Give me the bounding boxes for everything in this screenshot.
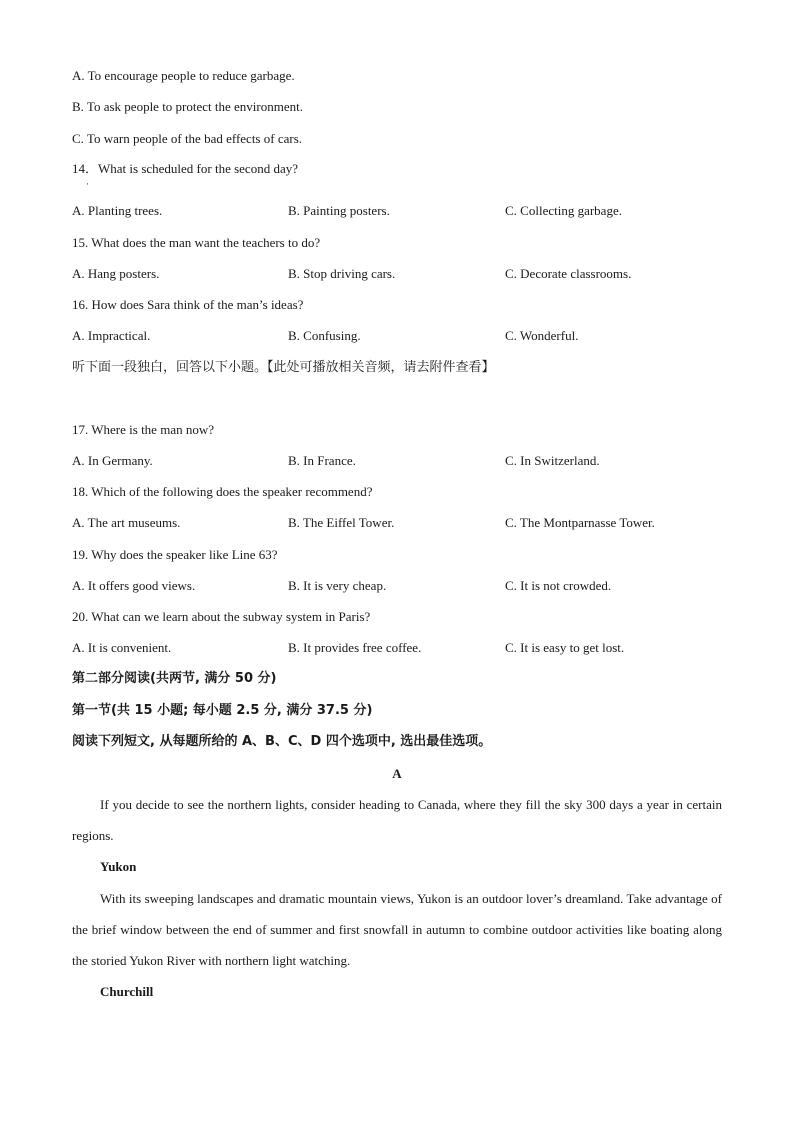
stray-dot-mark: · xyxy=(86,179,89,189)
q17-option-c: C. In Switzerland. xyxy=(505,453,600,468)
q15-question: 15. What does the man want the teachers to do? xyxy=(72,235,321,250)
churchill-heading: Churchill xyxy=(100,984,154,999)
q19-option-b: B. It is very cheap. xyxy=(288,578,387,593)
q13-option-c: C. To warn people of the bad effects of cars. xyxy=(72,131,303,146)
q19-option-c: C. It is not crowded. xyxy=(505,578,612,593)
yukon-heading: Yukon xyxy=(100,859,137,874)
q19-question: 19. Why does the speaker like Line 63? xyxy=(72,547,278,562)
q16-option-c: C. Wonderful. xyxy=(505,328,579,343)
q15-option-c: C. Decorate classrooms. xyxy=(505,266,632,281)
q17-option-a: A. In Germany. xyxy=(72,453,153,468)
q20-question: 20. What can we learn about the subway system in Paris? xyxy=(72,609,371,624)
q14-option-b: B. Painting posters. xyxy=(288,203,390,218)
q13-option-b: B. To ask people to protect the environment. xyxy=(72,99,303,114)
section1-heading: 第一节(共 15 小题; 每小题 2.5 分, 满分 37.5 分) xyxy=(72,703,373,718)
passage-intro: If you decide to see the northern lights, consider heading to Canada, where they fill the sky 300 days a year in certain regions. xyxy=(72,797,722,843)
q16-option-b: B. Confusing. xyxy=(288,328,361,343)
q18-question: 18. Which of the following does the speaker recommend? xyxy=(72,484,373,499)
q18-options xyxy=(72,515,732,531)
q20-option-b: B. It provides free coffee. xyxy=(288,640,422,655)
monologue-instruction: 听下面一段独白，回答以下小题。【此处可播放相关音频，请去附件查看】 xyxy=(72,360,495,375)
q18-option-b: B. The Eiffel Tower. xyxy=(288,515,395,530)
q20-options xyxy=(72,640,732,656)
q19-options xyxy=(72,578,732,594)
q14-question: 14．What is scheduled for the second day? xyxy=(72,161,298,176)
q14-option-c: C. Collecting garbage. xyxy=(505,203,622,218)
q15-option-a: A. Hang posters. xyxy=(72,266,160,281)
q20-option-a: A. It is convenient. xyxy=(72,640,172,655)
q18-option-a: A. The art museums. xyxy=(72,515,181,530)
part2-heading: 第二部分阅读(共两节, 满分 50 分) xyxy=(72,671,277,686)
q18-option-c: C. The Montparnasse Tower. xyxy=(505,515,655,530)
q14-option-a: A. Planting trees. xyxy=(72,203,163,218)
q14-options xyxy=(72,203,732,219)
yukon-paragraph: With its sweeping landscapes and dramatic mountain views, Yukon is an outdoor lover’s dreamland. Take advantage of the brief window between the end of summer and first snowfall in autumn to combine outdoor activities like boating along the storied Yukon River with northern light watching. xyxy=(72,891,722,968)
q13-option-a: A. To encourage people to reduce garbage. xyxy=(72,68,295,83)
q15-option-b: B. Stop driving cars. xyxy=(288,266,396,281)
passage-label: A xyxy=(392,766,402,781)
q20-option-c: C. It is easy to get lost. xyxy=(505,640,625,655)
q16-options xyxy=(72,328,732,344)
q15-options xyxy=(72,266,732,282)
q16-option-a: A. Impractical. xyxy=(72,328,151,343)
q16-question: 16. How does Sara think of the man’s ideas? xyxy=(72,297,304,312)
q17-options xyxy=(72,453,732,469)
q17-question: 17. Where is the man now? xyxy=(72,422,214,437)
q17-option-b: B. In France. xyxy=(288,453,356,468)
q19-option-a: A. It offers good views. xyxy=(72,578,196,593)
reading-instruction: 阅读下列短文, 从每题所给的 A、B、C、D 四个选项中, 选出最佳选项。 xyxy=(72,734,492,749)
